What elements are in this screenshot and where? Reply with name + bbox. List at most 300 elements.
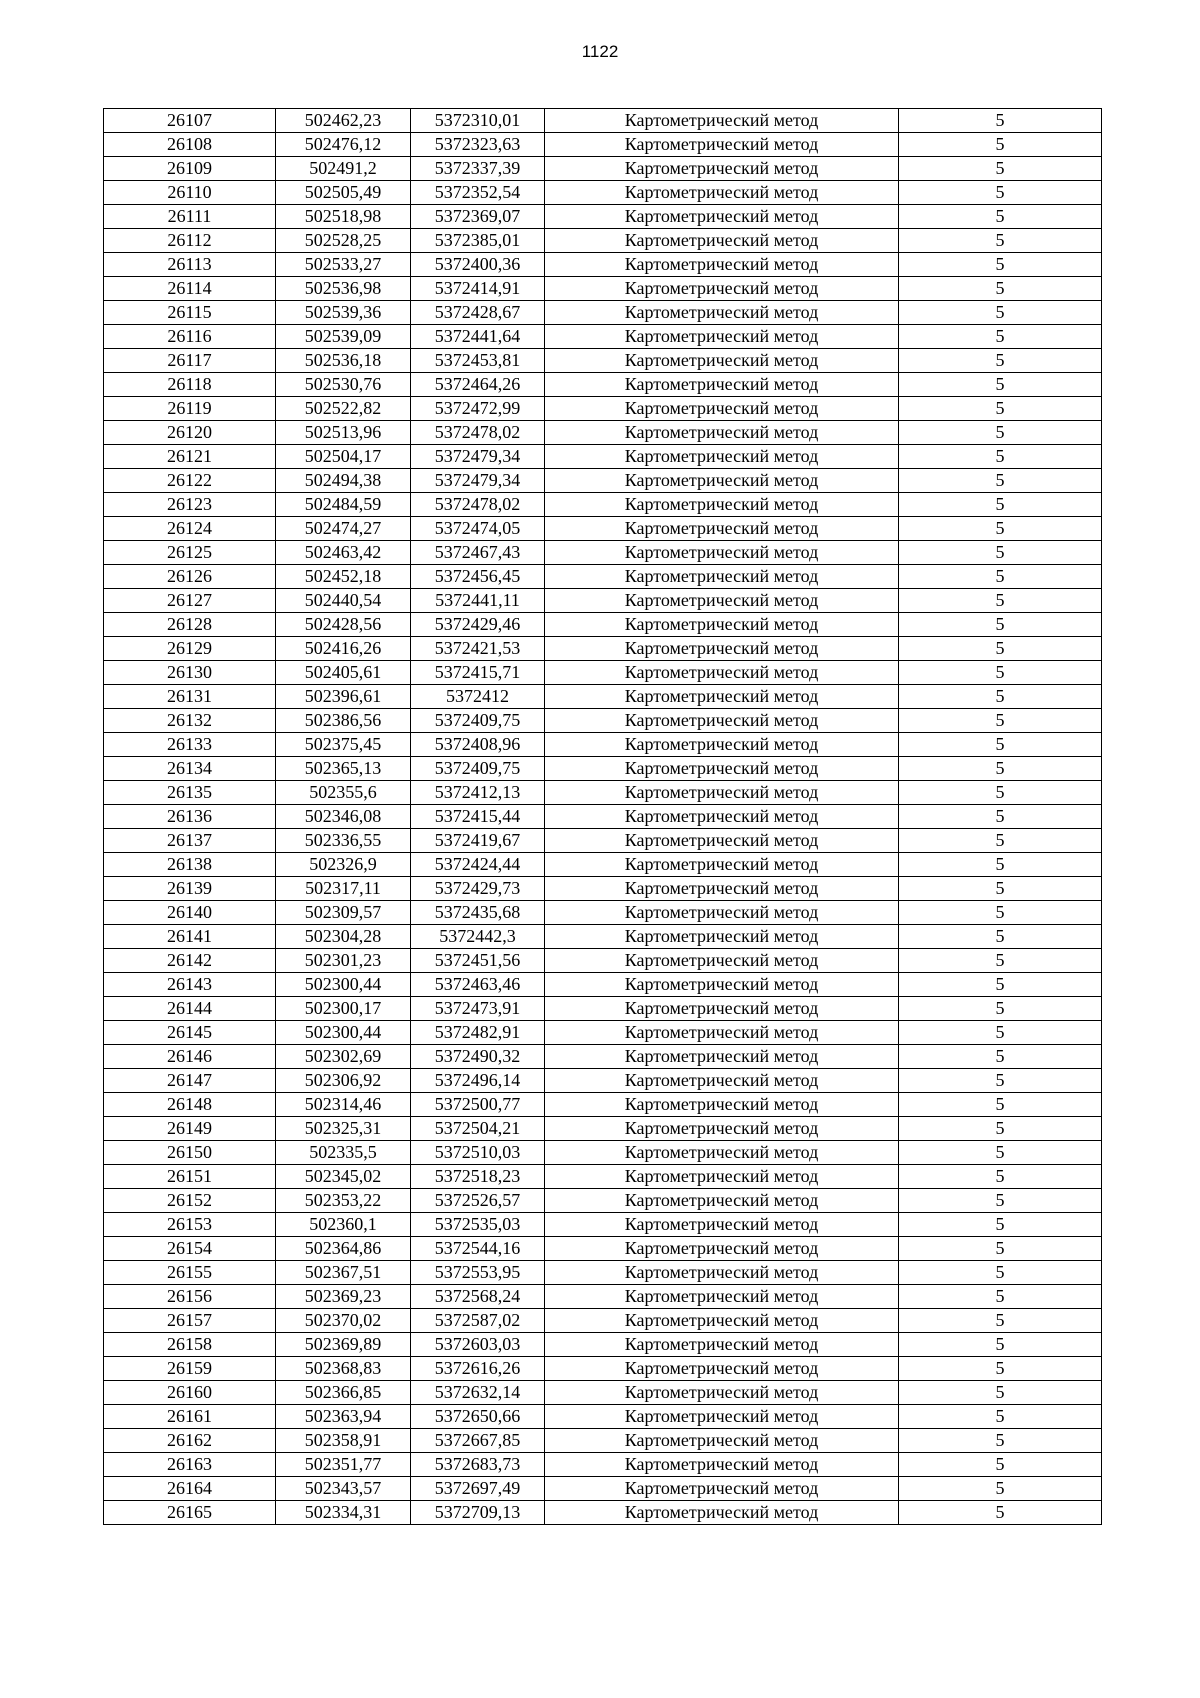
table-row xyxy=(104,229,1102,253)
table-row xyxy=(104,1093,1102,1117)
y-coordinate-cell: 5372429,46 xyxy=(411,613,545,637)
y-coordinate-cell: 5372428,67 xyxy=(411,301,545,325)
table-row xyxy=(104,205,1102,229)
method-cell: Картометрический метод xyxy=(545,1429,899,1453)
y-coordinate-cell: 5372456,45 xyxy=(411,565,545,589)
point-number-cell: 26146 xyxy=(104,1045,276,1069)
accuracy-cell: 5 xyxy=(899,1453,1102,1477)
method-cell: Картометрический метод xyxy=(545,829,899,853)
method-cell: Картометрический метод xyxy=(545,685,899,709)
point-number-cell: 26161 xyxy=(104,1405,276,1429)
point-number-cell: 26114 xyxy=(104,277,276,301)
x-coordinate-cell: 502368,83 xyxy=(276,1357,411,1381)
accuracy-cell: 5 xyxy=(899,1045,1102,1069)
x-coordinate-cell: 502536,98 xyxy=(276,277,411,301)
x-coordinate-cell: 502317,11 xyxy=(276,877,411,901)
accuracy-cell: 5 xyxy=(899,877,1102,901)
point-number-cell: 26121 xyxy=(104,445,276,469)
accuracy-cell: 5 xyxy=(899,685,1102,709)
method-cell: Картометрический метод xyxy=(545,325,899,349)
table-row xyxy=(104,565,1102,589)
point-number-cell: 26120 xyxy=(104,421,276,445)
accuracy-cell: 5 xyxy=(899,1117,1102,1141)
accuracy-cell: 5 xyxy=(899,1381,1102,1405)
x-coordinate-cell: 502367,51 xyxy=(276,1261,411,1285)
method-cell: Картометрический метод xyxy=(545,733,899,757)
point-number-cell: 26136 xyxy=(104,805,276,829)
x-coordinate-cell: 502326,9 xyxy=(276,853,411,877)
table-row xyxy=(104,1477,1102,1501)
x-coordinate-cell: 502365,13 xyxy=(276,757,411,781)
x-coordinate-cell: 502369,23 xyxy=(276,1285,411,1309)
point-number-cell: 26123 xyxy=(104,493,276,517)
x-coordinate-cell: 502462,23 xyxy=(276,109,411,133)
point-number-cell: 26151 xyxy=(104,1165,276,1189)
table-row xyxy=(104,421,1102,445)
point-number-cell: 26162 xyxy=(104,1429,276,1453)
y-coordinate-cell: 5372473,91 xyxy=(411,997,545,1021)
table-row xyxy=(104,1069,1102,1093)
accuracy-cell: 5 xyxy=(899,349,1102,373)
table-row xyxy=(104,1045,1102,1069)
y-coordinate-cell: 5372553,95 xyxy=(411,1261,545,1285)
point-number-cell: 26142 xyxy=(104,949,276,973)
table-row xyxy=(104,805,1102,829)
accuracy-cell: 5 xyxy=(899,133,1102,157)
y-coordinate-cell: 5372603,03 xyxy=(411,1333,545,1357)
accuracy-cell: 5 xyxy=(899,661,1102,685)
accuracy-cell: 5 xyxy=(899,1021,1102,1045)
y-coordinate-cell: 5372518,23 xyxy=(411,1165,545,1189)
point-number-cell: 26155 xyxy=(104,1261,276,1285)
method-cell: Картометрический метод xyxy=(545,469,899,493)
table-row xyxy=(104,1357,1102,1381)
page-number: 1122 xyxy=(581,42,619,61)
accuracy-cell: 5 xyxy=(899,397,1102,421)
point-number-cell: 26147 xyxy=(104,1069,276,1093)
y-coordinate-cell: 5372408,96 xyxy=(411,733,545,757)
table-row xyxy=(104,1429,1102,1453)
accuracy-cell: 5 xyxy=(899,997,1102,1021)
method-cell: Картометрический метод xyxy=(545,1285,899,1309)
x-coordinate-cell: 502504,17 xyxy=(276,445,411,469)
accuracy-cell: 5 xyxy=(899,253,1102,277)
accuracy-cell: 5 xyxy=(899,469,1102,493)
point-number-cell: 26137 xyxy=(104,829,276,853)
y-coordinate-cell: 5372479,34 xyxy=(411,445,545,469)
method-cell: Картометрический метод xyxy=(545,973,899,997)
method-cell: Картометрический метод xyxy=(545,277,899,301)
method-cell: Картометрический метод xyxy=(545,349,899,373)
method-cell: Картометрический метод xyxy=(545,1021,899,1045)
y-coordinate-cell: 5372478,02 xyxy=(411,421,545,445)
point-number-cell: 26164 xyxy=(104,1477,276,1501)
accuracy-cell: 5 xyxy=(899,229,1102,253)
y-coordinate-cell: 5372310,01 xyxy=(411,109,545,133)
accuracy-cell: 5 xyxy=(899,1501,1102,1525)
y-coordinate-cell: 5372709,13 xyxy=(411,1501,545,1525)
accuracy-cell: 5 xyxy=(899,901,1102,925)
method-cell: Картометрический метод xyxy=(545,637,899,661)
method-cell: Картометрический метод xyxy=(545,1405,899,1429)
method-cell: Картометрический метод xyxy=(545,853,899,877)
method-cell: Картометрический метод xyxy=(545,301,899,325)
table-row xyxy=(104,1141,1102,1165)
point-number-cell: 26112 xyxy=(104,229,276,253)
y-coordinate-cell: 5372421,53 xyxy=(411,637,545,661)
table-row xyxy=(104,109,1102,133)
y-coordinate-cell: 5372451,56 xyxy=(411,949,545,973)
accuracy-cell: 5 xyxy=(899,541,1102,565)
point-number-cell: 26122 xyxy=(104,469,276,493)
table-row xyxy=(104,901,1102,925)
point-number-cell: 26144 xyxy=(104,997,276,1021)
x-coordinate-cell: 502539,36 xyxy=(276,301,411,325)
y-coordinate-cell: 5372478,02 xyxy=(411,493,545,517)
x-coordinate-cell: 502360,1 xyxy=(276,1213,411,1237)
y-coordinate-cell: 5372415,44 xyxy=(411,805,545,829)
y-coordinate-cell: 5372544,16 xyxy=(411,1237,545,1261)
method-cell: Картометрический метод xyxy=(545,1165,899,1189)
point-number-cell: 26148 xyxy=(104,1093,276,1117)
y-coordinate-cell: 5372500,77 xyxy=(411,1093,545,1117)
y-coordinate-cell: 5372415,71 xyxy=(411,661,545,685)
method-cell: Картометрический метод xyxy=(545,1333,899,1357)
table-row xyxy=(104,1213,1102,1237)
table-row xyxy=(104,709,1102,733)
point-number-cell: 26154 xyxy=(104,1237,276,1261)
method-cell: Картометрический метод xyxy=(545,541,899,565)
table-row xyxy=(104,877,1102,901)
table-row xyxy=(104,349,1102,373)
x-coordinate-cell: 502539,09 xyxy=(276,325,411,349)
y-coordinate-cell: 5372412,13 xyxy=(411,781,545,805)
x-coordinate-cell: 502302,69 xyxy=(276,1045,411,1069)
point-number-cell: 26163 xyxy=(104,1453,276,1477)
y-coordinate-cell: 5372667,85 xyxy=(411,1429,545,1453)
accuracy-cell: 5 xyxy=(899,709,1102,733)
method-cell: Картометрический метод xyxy=(545,1261,899,1285)
point-number-cell: 26109 xyxy=(104,157,276,181)
x-coordinate-cell: 502334,31 xyxy=(276,1501,411,1525)
y-coordinate-cell: 5372504,21 xyxy=(411,1117,545,1141)
method-cell: Картометрический метод xyxy=(545,517,899,541)
accuracy-cell: 5 xyxy=(899,517,1102,541)
point-number-cell: 26117 xyxy=(104,349,276,373)
method-cell: Картометрический метод xyxy=(545,661,899,685)
x-coordinate-cell: 502452,18 xyxy=(276,565,411,589)
x-coordinate-cell: 502335,5 xyxy=(276,1141,411,1165)
method-cell: Картометрический метод xyxy=(545,1117,899,1141)
method-cell: Картометрический метод xyxy=(545,205,899,229)
x-coordinate-cell: 502309,57 xyxy=(276,901,411,925)
method-cell: Картометрический метод xyxy=(545,781,899,805)
accuracy-cell: 5 xyxy=(899,1429,1102,1453)
accuracy-cell: 5 xyxy=(899,1405,1102,1429)
accuracy-cell: 5 xyxy=(899,805,1102,829)
table-row xyxy=(104,829,1102,853)
method-cell: Картометрический метод xyxy=(545,1357,899,1381)
x-coordinate-cell: 502300,17 xyxy=(276,997,411,1021)
method-cell: Картометрический метод xyxy=(545,589,899,613)
table-row xyxy=(104,1381,1102,1405)
table-row xyxy=(104,493,1102,517)
accuracy-cell: 5 xyxy=(899,373,1102,397)
accuracy-cell: 5 xyxy=(899,1477,1102,1501)
accuracy-cell: 5 xyxy=(899,109,1102,133)
accuracy-cell: 5 xyxy=(899,1213,1102,1237)
accuracy-cell: 5 xyxy=(899,1069,1102,1093)
table-row xyxy=(104,973,1102,997)
table-row xyxy=(104,661,1102,685)
table-row xyxy=(104,397,1102,421)
coordinates-table-body xyxy=(104,109,1102,1525)
point-number-cell: 26152 xyxy=(104,1189,276,1213)
x-coordinate-cell: 502301,23 xyxy=(276,949,411,973)
y-coordinate-cell: 5372472,99 xyxy=(411,397,545,421)
point-number-cell: 26126 xyxy=(104,565,276,589)
x-coordinate-cell: 502428,56 xyxy=(276,613,411,637)
y-coordinate-cell: 5372424,44 xyxy=(411,853,545,877)
method-cell: Картометрический метод xyxy=(545,445,899,469)
accuracy-cell: 5 xyxy=(899,1237,1102,1261)
point-number-cell: 26158 xyxy=(104,1333,276,1357)
point-number-cell: 26130 xyxy=(104,661,276,685)
accuracy-cell: 5 xyxy=(899,973,1102,997)
method-cell: Картометрический метод xyxy=(545,1069,899,1093)
x-coordinate-cell: 502300,44 xyxy=(276,1021,411,1045)
x-coordinate-cell: 502530,76 xyxy=(276,373,411,397)
table-row xyxy=(104,613,1102,637)
y-coordinate-cell: 5372400,36 xyxy=(411,253,545,277)
point-number-cell: 26131 xyxy=(104,685,276,709)
y-coordinate-cell: 5372412 xyxy=(411,685,545,709)
point-number-cell: 26139 xyxy=(104,877,276,901)
y-coordinate-cell: 5372467,43 xyxy=(411,541,545,565)
table-row xyxy=(104,781,1102,805)
point-number-cell: 26150 xyxy=(104,1141,276,1165)
table-row xyxy=(104,733,1102,757)
accuracy-cell: 5 xyxy=(899,853,1102,877)
table-row xyxy=(104,1189,1102,1213)
x-coordinate-cell: 502463,42 xyxy=(276,541,411,565)
y-coordinate-cell: 5372587,02 xyxy=(411,1309,545,1333)
coordinates-table xyxy=(103,108,1102,1525)
x-coordinate-cell: 502513,96 xyxy=(276,421,411,445)
y-coordinate-cell: 5372632,14 xyxy=(411,1381,545,1405)
x-coordinate-cell: 502346,08 xyxy=(276,805,411,829)
table-row xyxy=(104,637,1102,661)
x-coordinate-cell: 502358,91 xyxy=(276,1429,411,1453)
x-coordinate-cell: 502518,98 xyxy=(276,205,411,229)
table-row xyxy=(104,373,1102,397)
table-row xyxy=(104,1261,1102,1285)
point-number-cell: 26141 xyxy=(104,925,276,949)
accuracy-cell: 5 xyxy=(899,1285,1102,1309)
table-row xyxy=(104,133,1102,157)
point-number-cell: 26107 xyxy=(104,109,276,133)
point-number-cell: 26156 xyxy=(104,1285,276,1309)
point-number-cell: 26143 xyxy=(104,973,276,997)
point-number-cell: 26115 xyxy=(104,301,276,325)
point-number-cell: 26160 xyxy=(104,1381,276,1405)
y-coordinate-cell: 5372526,57 xyxy=(411,1189,545,1213)
x-coordinate-cell: 502351,77 xyxy=(276,1453,411,1477)
table-row xyxy=(104,181,1102,205)
point-number-cell: 26165 xyxy=(104,1501,276,1525)
x-coordinate-cell: 502345,02 xyxy=(276,1165,411,1189)
y-coordinate-cell: 5372650,66 xyxy=(411,1405,545,1429)
y-coordinate-cell: 5372616,26 xyxy=(411,1357,545,1381)
accuracy-cell: 5 xyxy=(899,493,1102,517)
method-cell: Картометрический метод xyxy=(545,949,899,973)
method-cell: Картометрический метод xyxy=(545,1045,899,1069)
point-number-cell: 26119 xyxy=(104,397,276,421)
y-coordinate-cell: 5372352,54 xyxy=(411,181,545,205)
x-coordinate-cell: 502336,55 xyxy=(276,829,411,853)
y-coordinate-cell: 5372568,24 xyxy=(411,1285,545,1309)
x-coordinate-cell: 502366,85 xyxy=(276,1381,411,1405)
accuracy-cell: 5 xyxy=(899,1309,1102,1333)
table-row xyxy=(104,157,1102,181)
table-row xyxy=(104,1165,1102,1189)
method-cell: Картометрический метод xyxy=(545,493,899,517)
x-coordinate-cell: 502396,61 xyxy=(276,685,411,709)
table-row xyxy=(104,1453,1102,1477)
accuracy-cell: 5 xyxy=(899,637,1102,661)
y-coordinate-cell: 5372683,73 xyxy=(411,1453,545,1477)
table-row xyxy=(104,949,1102,973)
x-coordinate-cell: 502325,31 xyxy=(276,1117,411,1141)
point-number-cell: 26129 xyxy=(104,637,276,661)
table-row xyxy=(104,1501,1102,1525)
point-number-cell: 26118 xyxy=(104,373,276,397)
method-cell: Картометрический метод xyxy=(545,1501,899,1525)
table-row xyxy=(104,445,1102,469)
y-coordinate-cell: 5372490,32 xyxy=(411,1045,545,1069)
y-coordinate-cell: 5372474,05 xyxy=(411,517,545,541)
accuracy-cell: 5 xyxy=(899,1333,1102,1357)
x-coordinate-cell: 502363,94 xyxy=(276,1405,411,1429)
accuracy-cell: 5 xyxy=(899,589,1102,613)
table-row xyxy=(104,1021,1102,1045)
table-row xyxy=(104,253,1102,277)
method-cell: Картометрический метод xyxy=(545,397,899,421)
accuracy-cell: 5 xyxy=(899,325,1102,349)
y-coordinate-cell: 5372496,14 xyxy=(411,1069,545,1093)
accuracy-cell: 5 xyxy=(899,829,1102,853)
x-coordinate-cell: 502343,57 xyxy=(276,1477,411,1501)
table-row xyxy=(104,1237,1102,1261)
point-number-cell: 26111 xyxy=(104,205,276,229)
table-row xyxy=(104,1285,1102,1309)
method-cell: Картометрический метод xyxy=(545,229,899,253)
accuracy-cell: 5 xyxy=(899,949,1102,973)
accuracy-cell: 5 xyxy=(899,301,1102,325)
y-coordinate-cell: 5372414,91 xyxy=(411,277,545,301)
accuracy-cell: 5 xyxy=(899,733,1102,757)
method-cell: Картометрический метод xyxy=(545,373,899,397)
y-coordinate-cell: 5372409,75 xyxy=(411,757,545,781)
accuracy-cell: 5 xyxy=(899,421,1102,445)
method-cell: Картометрический метод xyxy=(545,109,899,133)
x-coordinate-cell: 502536,18 xyxy=(276,349,411,373)
method-cell: Картометрический метод xyxy=(545,1453,899,1477)
accuracy-cell: 5 xyxy=(899,1189,1102,1213)
y-coordinate-cell: 5372337,39 xyxy=(411,157,545,181)
y-coordinate-cell: 5372435,68 xyxy=(411,901,545,925)
method-cell: Картометрический метод xyxy=(545,1141,899,1165)
table-row xyxy=(104,517,1102,541)
x-coordinate-cell: 502533,27 xyxy=(276,253,411,277)
x-coordinate-cell: 502355,6 xyxy=(276,781,411,805)
method-cell: Картометрический метод xyxy=(545,901,899,925)
method-cell: Картометрический метод xyxy=(545,757,899,781)
accuracy-cell: 5 xyxy=(899,181,1102,205)
point-number-cell: 26116 xyxy=(104,325,276,349)
accuracy-cell: 5 xyxy=(899,1357,1102,1381)
table-row xyxy=(104,1309,1102,1333)
method-cell: Картометрический метод xyxy=(545,997,899,1021)
x-coordinate-cell: 502300,44 xyxy=(276,973,411,997)
point-number-cell: 26127 xyxy=(104,589,276,613)
method-cell: Картометрический метод xyxy=(545,133,899,157)
y-coordinate-cell: 5372441,64 xyxy=(411,325,545,349)
table-row xyxy=(104,469,1102,493)
x-coordinate-cell: 502528,25 xyxy=(276,229,411,253)
method-cell: Картометрический метод xyxy=(545,805,899,829)
x-coordinate-cell: 502369,89 xyxy=(276,1333,411,1357)
accuracy-cell: 5 xyxy=(899,1141,1102,1165)
y-coordinate-cell: 5372441,11 xyxy=(411,589,545,613)
method-cell: Картометрический метод xyxy=(545,1189,899,1213)
x-coordinate-cell: 502505,49 xyxy=(276,181,411,205)
method-cell: Картометрический метод xyxy=(545,1093,899,1117)
x-coordinate-cell: 502314,46 xyxy=(276,1093,411,1117)
y-coordinate-cell: 5372479,34 xyxy=(411,469,545,493)
accuracy-cell: 5 xyxy=(899,781,1102,805)
x-coordinate-cell: 502364,86 xyxy=(276,1237,411,1261)
x-coordinate-cell: 502474,27 xyxy=(276,517,411,541)
point-number-cell: 26159 xyxy=(104,1357,276,1381)
point-number-cell: 26157 xyxy=(104,1309,276,1333)
accuracy-cell: 5 xyxy=(899,445,1102,469)
table-row xyxy=(104,997,1102,1021)
table-row xyxy=(104,277,1102,301)
y-coordinate-cell: 5372463,46 xyxy=(411,973,545,997)
accuracy-cell: 5 xyxy=(899,157,1102,181)
x-coordinate-cell: 502353,22 xyxy=(276,1189,411,1213)
table-row xyxy=(104,541,1102,565)
y-coordinate-cell: 5372535,03 xyxy=(411,1213,545,1237)
point-number-cell: 26140 xyxy=(104,901,276,925)
point-number-cell: 26134 xyxy=(104,757,276,781)
accuracy-cell: 5 xyxy=(899,205,1102,229)
table-row xyxy=(104,685,1102,709)
point-number-cell: 26113 xyxy=(104,253,276,277)
method-cell: Картометрический метод xyxy=(545,1213,899,1237)
y-coordinate-cell: 5372409,75 xyxy=(411,709,545,733)
y-coordinate-cell: 5372482,91 xyxy=(411,1021,545,1045)
y-coordinate-cell: 5372323,63 xyxy=(411,133,545,157)
table-row xyxy=(104,301,1102,325)
x-coordinate-cell: 502370,02 xyxy=(276,1309,411,1333)
accuracy-cell: 5 xyxy=(899,565,1102,589)
method-cell: Картометрический метод xyxy=(545,613,899,637)
x-coordinate-cell: 502494,38 xyxy=(276,469,411,493)
point-number-cell: 26135 xyxy=(104,781,276,805)
x-coordinate-cell: 502476,12 xyxy=(276,133,411,157)
